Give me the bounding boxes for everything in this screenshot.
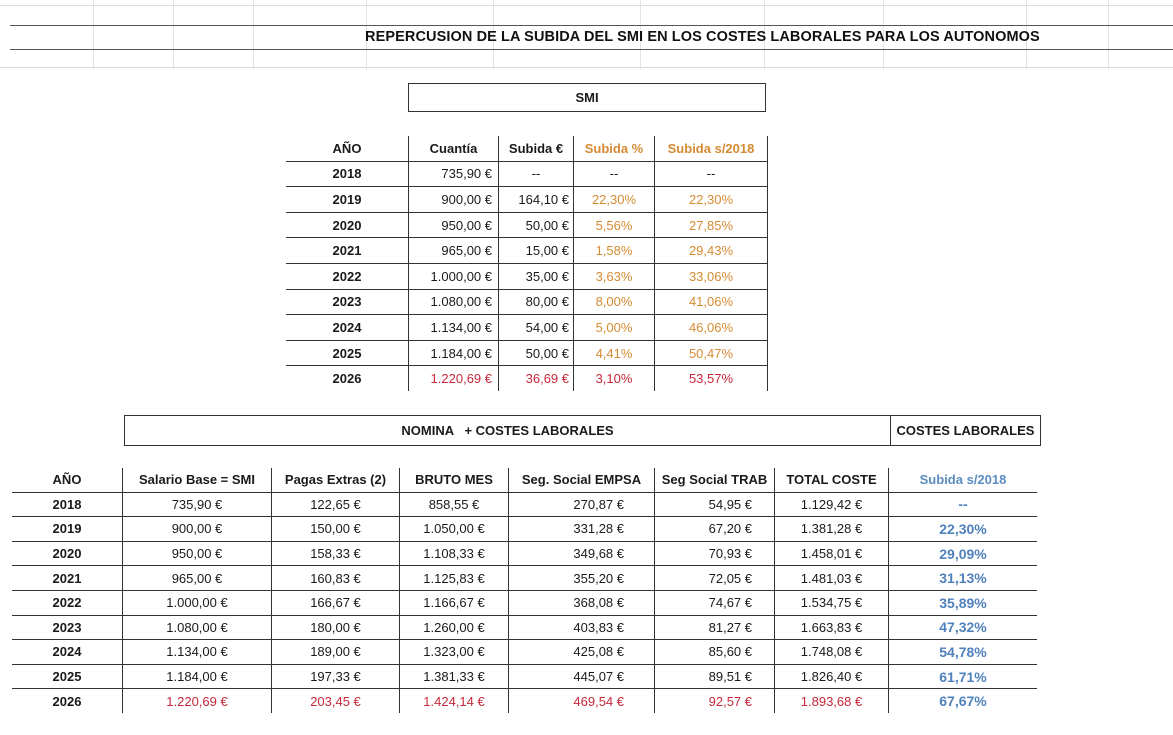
- seg-social-trab-cell: 89,51 €: [655, 664, 775, 689]
- smi-table: [286, 136, 768, 391]
- subida-2018-cell: 46,06%: [655, 315, 768, 341]
- bruto-mes-cell: 1.108,33 €: [400, 541, 509, 566]
- col-header-subida-2018: Subida s/2018: [889, 468, 1038, 492]
- subida-pct-cell: 3,10%: [574, 366, 655, 391]
- subida-2018-cell: 47,32%: [889, 615, 1038, 640]
- col-header-bruto-mes: BRUTO MES: [400, 468, 509, 492]
- year-cell: 2022: [12, 590, 123, 615]
- year-cell: 2025: [12, 664, 123, 689]
- col-header-seg-social-trab: Seg Social TRAB: [655, 468, 775, 492]
- subida-cell: 15,00 €: [499, 238, 574, 264]
- bruto-mes-cell: 1.323,00 €: [400, 640, 509, 665]
- table-row: [286, 340, 768, 366]
- seg-social-trab-cell: 74,67 €: [655, 590, 775, 615]
- year-cell: 2019: [12, 517, 123, 542]
- table-row: [286, 212, 768, 238]
- col-header-year: AÑO: [12, 468, 123, 492]
- subida-2018-cell: 35,89%: [889, 590, 1038, 615]
- subida-2018-cell: 31,13%: [889, 566, 1038, 591]
- nomina-header-row: [12, 468, 1037, 492]
- table-row: [12, 541, 1037, 566]
- pagas-extras-cell: 166,67 €: [272, 590, 400, 615]
- year-cell: 2018: [286, 161, 409, 187]
- table-row: [286, 238, 768, 264]
- subida-2018-cell: --: [889, 492, 1038, 517]
- col-header-seg-social-empsa: Seg. Social EMPSA: [509, 468, 655, 492]
- col-header-year: AÑO: [286, 136, 409, 161]
- seg-social-trab-cell: 85,60 €: [655, 640, 775, 665]
- sheet-gridline: [0, 67, 1173, 68]
- year-cell: 2023: [12, 615, 123, 640]
- salario-base-cell: 1.134,00 €: [123, 640, 272, 665]
- pagas-extras-cell: 180,00 €: [272, 615, 400, 640]
- year-cell: 2020: [286, 212, 409, 238]
- sheet-gridline: [0, 5, 1173, 6]
- table-row: [286, 315, 768, 341]
- table-row: [286, 263, 768, 289]
- year-cell: 2022: [286, 263, 409, 289]
- bruto-mes-cell: 1.381,33 €: [400, 664, 509, 689]
- cuantia-cell: 1.220,69 €: [409, 366, 499, 391]
- seg-social-empsa-cell: 331,28 €: [509, 517, 655, 542]
- table-row: [12, 517, 1037, 542]
- subida-cell: 54,00 €: [499, 315, 574, 341]
- col-header-pagas-extras: Pagas Extras (2): [272, 468, 400, 492]
- year-cell: 2020: [12, 541, 123, 566]
- total-coste-cell: 1.458,01 €: [775, 541, 889, 566]
- subida-pct-cell: 22,30%: [574, 187, 655, 213]
- subida-2018-cell: 53,57%: [655, 366, 768, 391]
- table-row: [12, 689, 1037, 713]
- table-row: [12, 492, 1037, 517]
- bruto-mes-cell: 1.050,00 €: [400, 517, 509, 542]
- table-row: [286, 187, 768, 213]
- year-cell: 2023: [286, 289, 409, 315]
- col-header-subida-pct: Subida %: [574, 136, 655, 161]
- cuantia-cell: 900,00 €: [409, 187, 499, 213]
- col-header-total-coste: TOTAL COSTE: [775, 468, 889, 492]
- subida-pct-cell: 5,00%: [574, 315, 655, 341]
- table-row: [286, 161, 768, 187]
- year-cell: 2021: [12, 566, 123, 591]
- subida-cell: 80,00 €: [499, 289, 574, 315]
- year-cell: 2024: [286, 315, 409, 341]
- pagas-extras-cell: 189,00 €: [272, 640, 400, 665]
- table-row: [12, 590, 1037, 615]
- salario-base-cell: 1.080,00 €: [123, 615, 272, 640]
- subida-2018-cell: 41,06%: [655, 289, 768, 315]
- subida-2018-cell: 50,47%: [655, 340, 768, 366]
- subida-pct-cell: 8,00%: [574, 289, 655, 315]
- total-coste-cell: 1.826,40 €: [775, 664, 889, 689]
- salario-base-cell: 1.184,00 €: [123, 664, 272, 689]
- subida-pct-cell: 4,41%: [574, 340, 655, 366]
- seg-social-empsa-cell: 469,54 €: [509, 689, 655, 713]
- total-coste-cell: 1.663,83 €: [775, 615, 889, 640]
- col-header-subida-2018: Subida s/2018: [655, 136, 768, 161]
- subida-2018-cell: 61,71%: [889, 664, 1038, 689]
- total-coste-cell: 1.893,68 €: [775, 689, 889, 713]
- subida-2018-cell: 54,78%: [889, 640, 1038, 665]
- total-coste-cell: 1.534,75 €: [775, 590, 889, 615]
- table-row: [12, 615, 1037, 640]
- subida-2018-cell: 22,30%: [889, 517, 1038, 542]
- cuantia-cell: 735,90 €: [409, 161, 499, 187]
- bruto-mes-cell: 1.260,00 €: [400, 615, 509, 640]
- pagas-extras-cell: 158,33 €: [272, 541, 400, 566]
- year-cell: 2026: [12, 689, 123, 713]
- subida-2018-cell: 33,06%: [655, 263, 768, 289]
- seg-social-trab-cell: 70,93 €: [655, 541, 775, 566]
- year-cell: 2024: [12, 640, 123, 665]
- salario-base-cell: 1.000,00 €: [123, 590, 272, 615]
- costes-laborales-header: COSTES LABORALES: [891, 415, 1041, 446]
- subida-2018-cell: --: [655, 161, 768, 187]
- subida-2018-cell: 27,85%: [655, 212, 768, 238]
- subida-cell: 50,00 €: [499, 212, 574, 238]
- subida-pct-cell: 3,63%: [574, 263, 655, 289]
- nomina-table: [12, 468, 1037, 713]
- subida-pct-cell: 1,58%: [574, 238, 655, 264]
- year-cell: 2025: [286, 340, 409, 366]
- subida-cell: 36,69 €: [499, 366, 574, 391]
- year-cell: 2021: [286, 238, 409, 264]
- subida-cell: 164,10 €: [499, 187, 574, 213]
- table-row: [12, 664, 1037, 689]
- subida-2018-cell: 29,09%: [889, 541, 1038, 566]
- cuantia-cell: 965,00 €: [409, 238, 499, 264]
- table-row: [12, 640, 1037, 665]
- pagas-extras-cell: 203,45 €: [272, 689, 400, 713]
- year-cell: 2018: [12, 492, 123, 517]
- smi-header: SMI: [408, 83, 766, 112]
- col-header-subida-eur: Subida €: [499, 136, 574, 161]
- total-coste-cell: 1.481,03 €: [775, 566, 889, 591]
- nomina-header: NOMINA + COSTES LABORALES: [124, 415, 891, 446]
- cuantia-cell: 1.080,00 €: [409, 289, 499, 315]
- bruto-mes-cell: 1.424,14 €: [400, 689, 509, 713]
- seg-social-trab-cell: 81,27 €: [655, 615, 775, 640]
- cuantia-cell: 950,00 €: [409, 212, 499, 238]
- seg-social-empsa-cell: 270,87 €: [509, 492, 655, 517]
- total-coste-cell: 1.748,08 €: [775, 640, 889, 665]
- seg-social-trab-cell: 67,20 €: [655, 517, 775, 542]
- year-cell: 2019: [286, 187, 409, 213]
- salario-base-cell: 1.220,69 €: [123, 689, 272, 713]
- subida-2018-cell: 29,43%: [655, 238, 768, 264]
- seg-social-empsa-cell: 355,20 €: [509, 566, 655, 591]
- seg-social-empsa-cell: 445,07 €: [509, 664, 655, 689]
- seg-social-empsa-cell: 425,08 €: [509, 640, 655, 665]
- sheet-title-row: [10, 25, 1173, 50]
- bruto-mes-cell: 858,55 €: [400, 492, 509, 517]
- total-coste-cell: 1.381,28 €: [775, 517, 889, 542]
- pagas-extras-cell: 197,33 €: [272, 664, 400, 689]
- subida-cell: 50,00 €: [499, 340, 574, 366]
- salario-base-cell: 900,00 €: [123, 517, 272, 542]
- subida-2018-cell: 22,30%: [655, 187, 768, 213]
- subida-2018-cell: 67,67%: [939, 693, 987, 710]
- subida-cell: 35,00 €: [499, 263, 574, 289]
- pagas-extras-cell: 150,00 €: [272, 517, 400, 542]
- salario-base-cell: 735,90 €: [123, 492, 272, 517]
- cuantia-cell: 1.134,00 €: [409, 315, 499, 341]
- salario-base-cell: 950,00 €: [123, 541, 272, 566]
- smi-header-row: [286, 136, 768, 161]
- pagas-extras-cell: 160,83 €: [272, 566, 400, 591]
- bruto-mes-cell: 1.166,67 €: [400, 590, 509, 615]
- page-title: REPERCUSION DE LA SUBIDA DEL SMI EN LOS COSTES LABORALES PARA LOS AUTONOMOS: [365, 29, 1040, 45]
- seg-social-empsa-cell: 403,83 €: [509, 615, 655, 640]
- bruto-mes-cell: 1.125,83 €: [400, 566, 509, 591]
- seg-social-trab-cell: 54,95 €: [655, 492, 775, 517]
- seg-social-empsa-cell: 349,68 €: [509, 541, 655, 566]
- table-row: [286, 366, 768, 391]
- total-coste-cell: 1.129,42 €: [775, 492, 889, 517]
- col-header-salario-base: Salario Base = SMI: [123, 468, 272, 492]
- table-row: [12, 566, 1037, 591]
- seg-social-trab-cell: 72,05 €: [655, 566, 775, 591]
- table-row: [286, 289, 768, 315]
- subida-pct-cell: --: [574, 161, 655, 187]
- cuantia-cell: 1.184,00 €: [409, 340, 499, 366]
- year-cell: 2026: [286, 366, 409, 391]
- pagas-extras-cell: 122,65 €: [272, 492, 400, 517]
- cuantia-cell: 1.000,00 €: [409, 263, 499, 289]
- salario-base-cell: 965,00 €: [123, 566, 272, 591]
- subida-cell: --: [499, 161, 574, 187]
- col-header-cuantia: Cuantía: [409, 136, 499, 161]
- subida-pct-cell: 5,56%: [574, 212, 655, 238]
- seg-social-empsa-cell: 368,08 €: [509, 590, 655, 615]
- seg-social-trab-cell: 92,57 €: [655, 689, 775, 713]
